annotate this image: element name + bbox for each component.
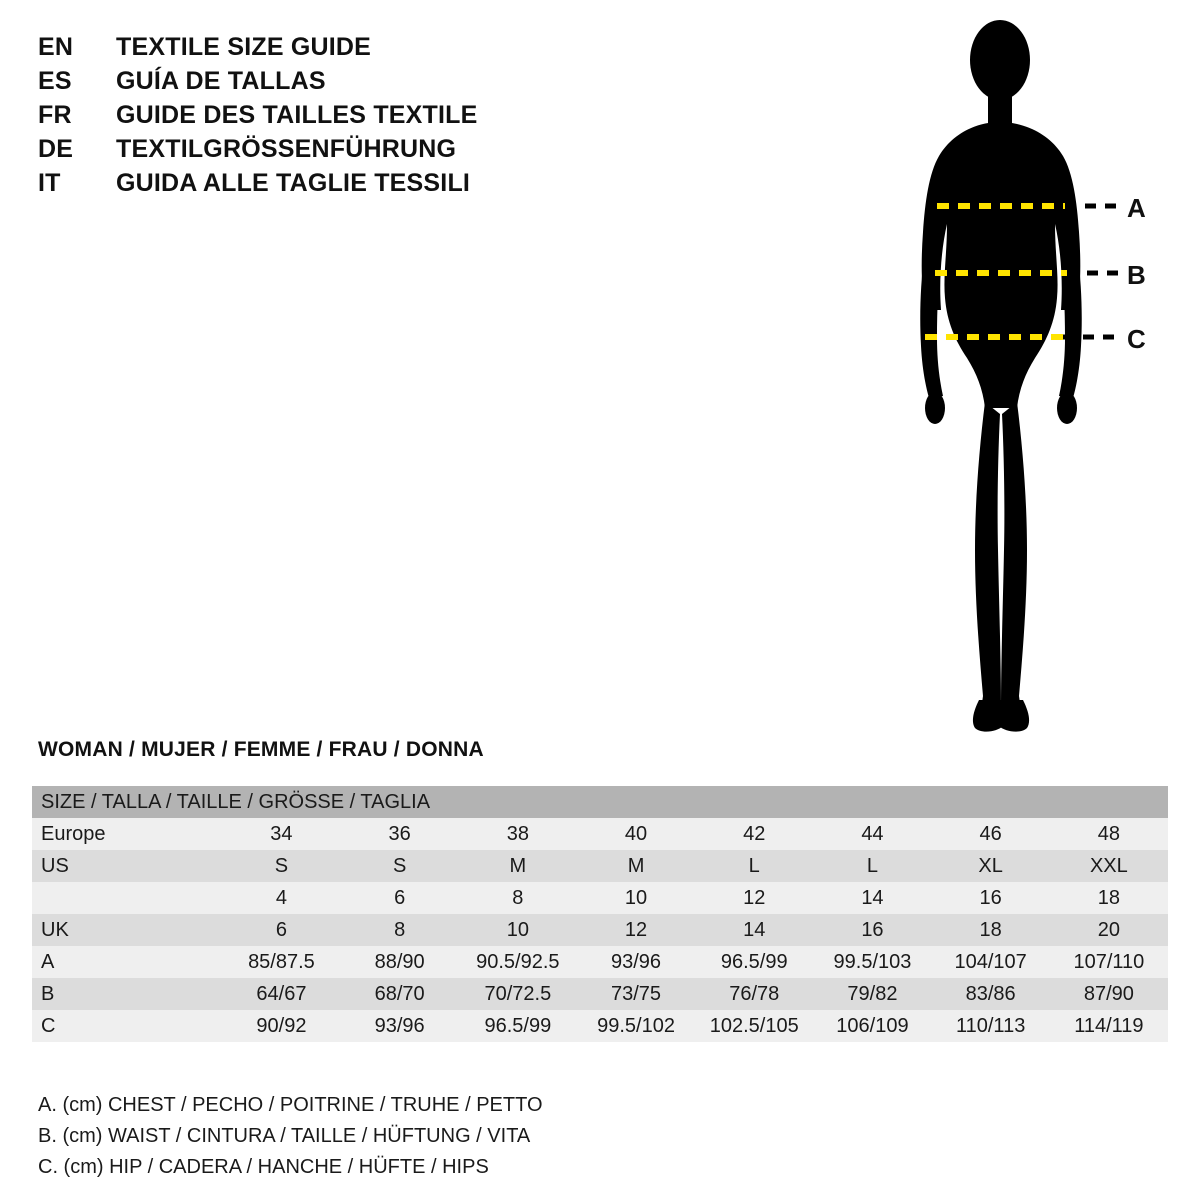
cell: 36 bbox=[388, 822, 411, 845]
cell: 73/75 bbox=[611, 982, 662, 1005]
cell: 40 bbox=[624, 822, 648, 845]
section-heading-woman: WOMAN / MUJER / FEMME / FRAU / DONNA bbox=[38, 738, 484, 761]
title-row-fr bbox=[38, 98, 598, 132]
cell: 4 bbox=[275, 886, 287, 909]
cell: 106/109 bbox=[836, 1014, 909, 1037]
table-row bbox=[32, 978, 1168, 1010]
cell: 93/96 bbox=[374, 1014, 425, 1037]
title-row-de bbox=[38, 132, 598, 166]
title-text-de: TEXTILGRÖSSENFÜHRUNG bbox=[116, 135, 457, 163]
cell: 88/90 bbox=[374, 950, 425, 973]
cell: 8 bbox=[394, 918, 406, 941]
cell: 79/82 bbox=[847, 982, 898, 1005]
cell: M bbox=[627, 854, 645, 877]
cell: 6 bbox=[394, 886, 406, 909]
footnote-b: B. (cm) WAIST / CINTURA / TAILLE / HÜFTUNG / VITA bbox=[38, 1125, 531, 1147]
cell: 38 bbox=[506, 822, 529, 845]
language-code-en: EN bbox=[38, 33, 74, 61]
row-label-us: US bbox=[41, 854, 69, 877]
cell: 107/110 bbox=[1073, 950, 1145, 973]
cell: L bbox=[748, 854, 760, 877]
cell: 14 bbox=[743, 918, 766, 941]
table-row bbox=[32, 914, 1168, 946]
cell: XL bbox=[978, 854, 1003, 877]
row-label-uk: UK bbox=[41, 918, 69, 941]
cell: 64/67 bbox=[256, 982, 307, 1005]
cell: 12 bbox=[743, 886, 766, 909]
language-code-fr: FR bbox=[38, 101, 72, 129]
cell: 90.5/92.5 bbox=[476, 950, 560, 973]
cell: 20 bbox=[1097, 918, 1120, 941]
title-row-en bbox=[38, 30, 598, 64]
table-header-label: SIZE / TALLA / TAILLE / GRÖSSE / TAGLIA bbox=[41, 790, 431, 813]
cell: L bbox=[866, 854, 878, 877]
cell: S bbox=[274, 854, 289, 877]
footnotes bbox=[38, 1090, 838, 1183]
cell: 42 bbox=[743, 822, 766, 845]
cell: 44 bbox=[861, 822, 884, 845]
figure-area bbox=[855, 10, 1185, 750]
table-row bbox=[32, 818, 1168, 850]
row-label-b: B bbox=[41, 982, 55, 1005]
language-code-es: ES bbox=[38, 67, 72, 95]
cell: 99.5/103 bbox=[833, 950, 912, 973]
cell: 34 bbox=[270, 822, 293, 845]
title-text-es: GUÍA DE TALLAS bbox=[116, 67, 326, 95]
cell: 70/72.5 bbox=[484, 982, 552, 1005]
cell: 14 bbox=[861, 886, 884, 909]
table-row bbox=[32, 850, 1168, 882]
footnote-c: C. (cm) HIP / CADERA / HANCHE / HÜFTE / HIPS bbox=[38, 1156, 489, 1178]
cell: 48 bbox=[1097, 822, 1120, 845]
cell: XXL bbox=[1089, 854, 1128, 877]
cell: 104/107 bbox=[954, 950, 1027, 973]
row-label-a: A bbox=[41, 950, 55, 973]
cell: 16 bbox=[979, 886, 1002, 909]
cell: 96.5/99 bbox=[720, 950, 788, 973]
cell: 93/96 bbox=[611, 950, 662, 973]
title-block bbox=[38, 30, 598, 200]
table-row bbox=[32, 882, 1168, 914]
row-label-europe: Europe bbox=[41, 822, 106, 845]
cell: M bbox=[509, 854, 527, 877]
cell: 90/92 bbox=[256, 1014, 307, 1037]
cell: S bbox=[392, 854, 407, 877]
cell: 10 bbox=[506, 918, 529, 941]
language-code-it: IT bbox=[38, 169, 61, 197]
table-row bbox=[32, 946, 1168, 978]
footnote-a: A. (cm) CHEST / PECHO / POITRINE / TRUHE / PETTO bbox=[38, 1094, 543, 1116]
cell: 6 bbox=[275, 918, 287, 941]
cell: 83/86 bbox=[965, 982, 1016, 1005]
cell: 99.5/102 bbox=[597, 1014, 675, 1037]
cell: 68/70 bbox=[374, 982, 425, 1005]
title-row-es bbox=[38, 64, 598, 98]
measure-label-b: B bbox=[1127, 260, 1146, 290]
cell: 114/119 bbox=[1074, 1014, 1144, 1037]
cell: 76/78 bbox=[729, 982, 780, 1005]
cell: 10 bbox=[624, 886, 648, 909]
title-text-it: GUIDA ALLE TAGLIE TESSILI bbox=[116, 169, 471, 197]
cell: 18 bbox=[1097, 886, 1120, 909]
row-label-c: C bbox=[41, 1014, 56, 1037]
cell: 12 bbox=[624, 918, 648, 941]
woman-silhouette-icon bbox=[855, 10, 1185, 750]
cell: 46 bbox=[979, 822, 1002, 845]
cell: 18 bbox=[979, 918, 1002, 941]
table-header-row bbox=[32, 786, 1168, 818]
cell: 16 bbox=[861, 918, 884, 941]
cell: 87/90 bbox=[1083, 982, 1134, 1005]
cell: 96.5/99 bbox=[484, 1014, 552, 1037]
measure-label-a: A bbox=[1127, 193, 1146, 223]
cell: 85/87.5 bbox=[248, 950, 315, 973]
measure-label-c: C bbox=[1127, 324, 1146, 354]
cell: 110/113 bbox=[955, 1014, 1026, 1037]
title-text-fr: GUIDE DES TAILLES TEXTILE bbox=[116, 101, 478, 129]
cell: 102.5/105 bbox=[709, 1014, 799, 1037]
title-text-en: TEXTILE SIZE GUIDE bbox=[116, 33, 372, 61]
size-table bbox=[32, 786, 1168, 1042]
table-row bbox=[32, 1010, 1168, 1042]
language-code-de: DE bbox=[38, 135, 74, 163]
cell: 8 bbox=[512, 886, 524, 909]
row-label-us-numeric bbox=[32, 882, 222, 914]
title-row-it bbox=[38, 166, 598, 200]
